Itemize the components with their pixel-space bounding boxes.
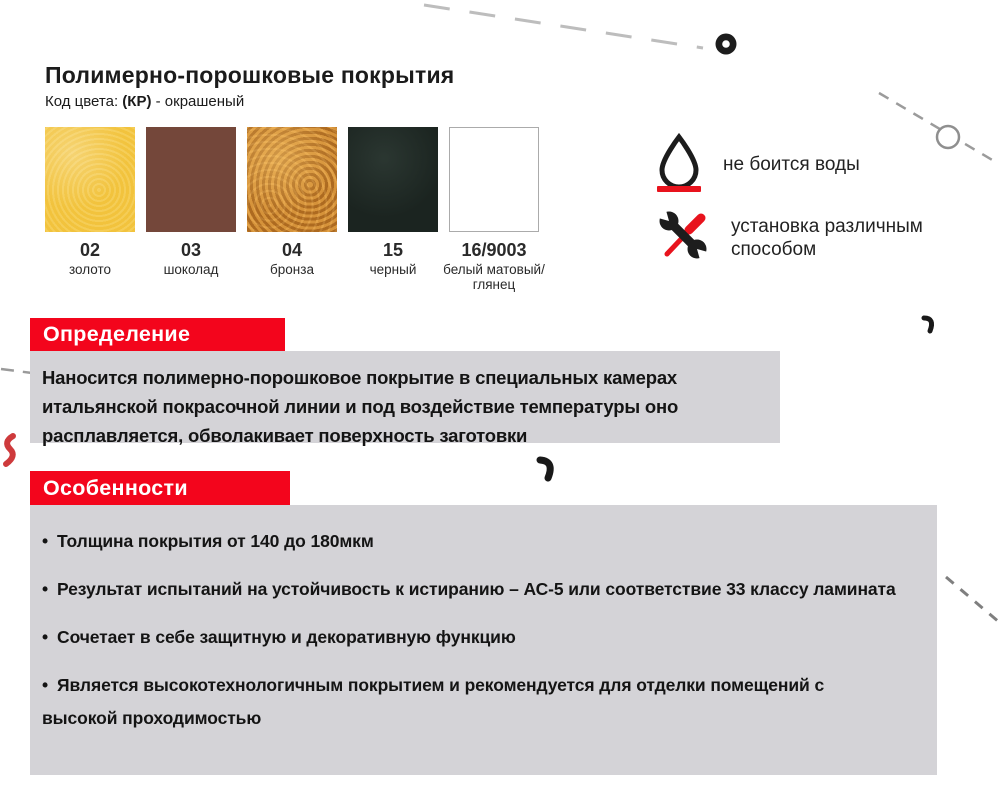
features-heading-label: Особенности xyxy=(43,475,188,500)
comma-mark-right-icon xyxy=(924,318,932,331)
swatch-white xyxy=(443,127,545,293)
donut-dot-icon xyxy=(716,34,737,55)
swatch-black xyxy=(348,127,438,292)
benefit-label: не боится воды xyxy=(723,154,860,176)
swatch-color-bronze xyxy=(247,127,337,232)
features-heading xyxy=(30,471,290,505)
swatch-name: бронза xyxy=(270,262,314,278)
swatch-chocolate xyxy=(146,127,236,292)
swatch-name: черный xyxy=(369,262,417,278)
dashed-line-left-icon xyxy=(1,369,32,373)
swatch-code: 02 xyxy=(79,240,101,260)
swatch-bronze xyxy=(247,127,337,292)
swatch-code: 03 xyxy=(180,240,202,260)
definition-heading-label: Определение xyxy=(43,322,191,346)
swatch-gold xyxy=(45,127,135,292)
swatch-color-gold xyxy=(45,127,135,232)
swatch-color-chocolate xyxy=(146,127,236,232)
color-code-subtitle xyxy=(45,93,454,110)
swatch-code: 04 xyxy=(281,240,303,260)
definition-heading xyxy=(30,318,285,351)
swatch-name: белый матовый/глянец xyxy=(443,262,545,293)
features-body xyxy=(30,505,937,775)
tools-icon xyxy=(655,208,711,269)
dashed-line-bottom-right-icon xyxy=(946,577,1000,628)
red-squiggle-icon xyxy=(6,436,13,464)
benefit-water xyxy=(655,133,965,198)
swatch-name: шоколад xyxy=(163,262,219,278)
benefit-installation xyxy=(655,208,965,269)
definition-text: Наносится полимерно-порошковое покрытие в специальных камерах итальянской покрасочной линии и под воздействие температуры оно расплавляется, обволакивает поверхность заготовки xyxy=(42,367,679,446)
swatch-code: 15 xyxy=(382,240,404,260)
page-title: Полимерно-порошковые покрытия xyxy=(45,62,455,88)
feature-item: • Толщина покрытия от 140 до 180мкм xyxy=(42,525,899,558)
water-drop-icon xyxy=(655,133,703,198)
feature-item: • Является высокотехнологичным покрытием и рекомендуется для отделки помещений с высокой проходимостью xyxy=(42,669,899,735)
swatch-name: золото xyxy=(68,262,112,278)
feature-item: • Результат испытаний на устойчивость к истиранию – АС-5 или соответствие 33 классу ламината xyxy=(42,573,899,606)
comma-mark-center-icon xyxy=(540,460,550,478)
feature-item: • Сочетает в себе защитную и декоративную функцию xyxy=(42,621,899,654)
benefits-list xyxy=(655,133,965,279)
subtitle-suffix: - окрашеный xyxy=(151,93,245,110)
benefit-label: установка различным способом xyxy=(731,216,923,260)
dashed-line-top-icon xyxy=(424,5,703,48)
color-swatch-row xyxy=(45,127,545,293)
subtitle-prefix: Код цвета: xyxy=(45,93,123,110)
swatch-color-white xyxy=(449,127,539,232)
doc-header xyxy=(45,62,454,110)
swatch-code: 16/9003 xyxy=(461,240,527,260)
subtitle-code: (КР) xyxy=(122,93,152,110)
swatch-label xyxy=(429,240,559,292)
swatch-color-black xyxy=(348,127,438,232)
definition-body xyxy=(30,351,780,446)
features-bullet-list xyxy=(42,525,899,735)
